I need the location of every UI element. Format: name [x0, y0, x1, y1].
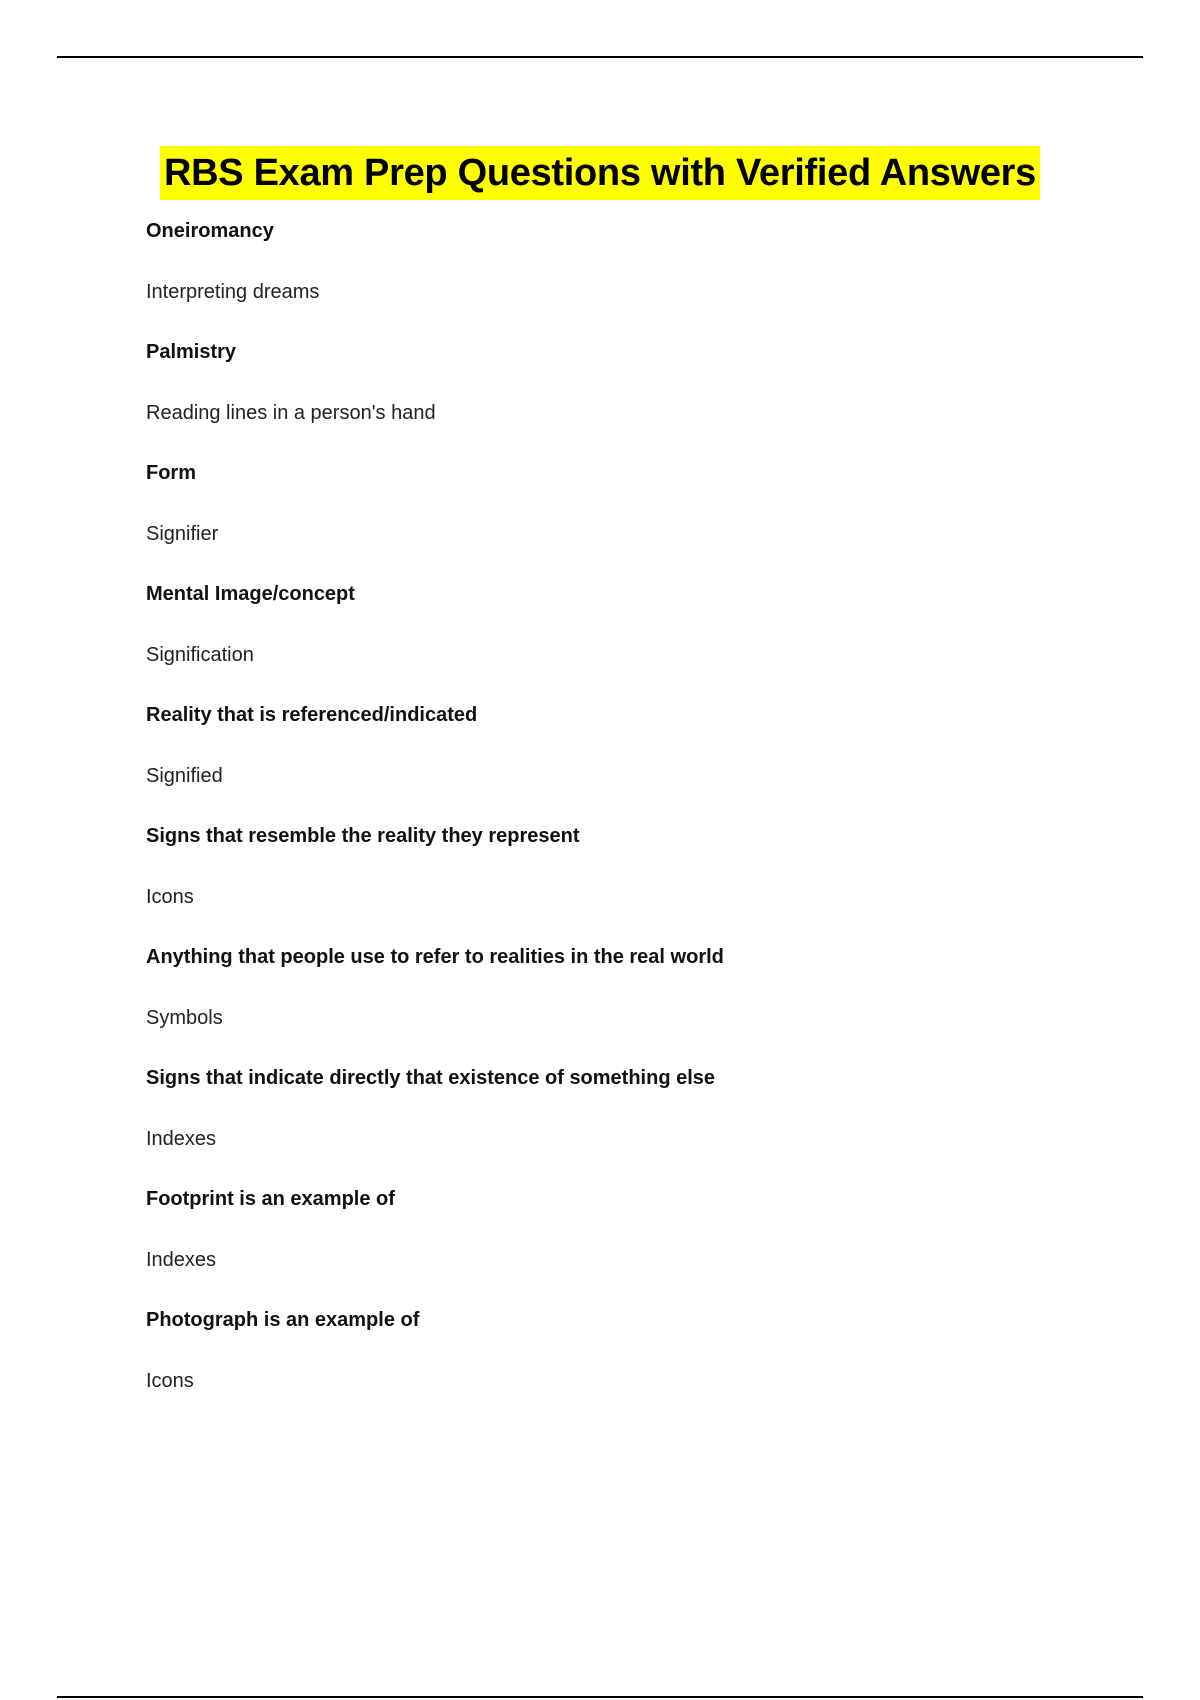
- question-text: Anything that people use to refer to realities in the real world: [146, 946, 724, 968]
- question-text: Signs that resemble the reality they represent: [146, 825, 580, 847]
- qa-item: [146, 577, 1106, 698]
- answer-text: Signifier: [146, 522, 219, 545]
- footer-rule: [57, 1696, 1143, 1698]
- answer-text: Signification: [146, 643, 254, 666]
- answer-text: Interpreting dreams: [146, 280, 320, 303]
- question-text: Reality that is referenced/indicated: [146, 704, 478, 726]
- answer-text: Icons: [146, 885, 194, 908]
- question-text: Form: [146, 462, 196, 484]
- question-answer-list: [146, 214, 1106, 1424]
- header-rule: [57, 56, 1143, 58]
- qa-item: [146, 214, 1106, 335]
- title-container: [0, 146, 1200, 200]
- qa-item: [146, 1061, 1106, 1182]
- answer-text: Signified: [146, 764, 223, 787]
- answer-text: Indexes: [146, 1127, 217, 1150]
- question-text: Mental Image/concept: [146, 583, 355, 605]
- document-title: RBS Exam Prep Questions with Verified Answers: [160, 146, 1040, 200]
- qa-item: [146, 698, 1106, 819]
- qa-item: [146, 940, 1106, 1061]
- qa-item: [146, 1303, 1106, 1424]
- answer-text: Icons: [146, 1369, 194, 1392]
- qa-item: [146, 819, 1106, 940]
- question-text: Signs that indicate directly that existence of something else: [146, 1067, 716, 1089]
- question-text: Photograph is an example of: [146, 1309, 420, 1331]
- question-text: Footprint is an example of: [146, 1188, 395, 1210]
- qa-item: [146, 456, 1106, 577]
- question-text: Oneiromancy: [146, 220, 274, 242]
- answer-text: Symbols: [146, 1006, 223, 1029]
- qa-item: [146, 1182, 1106, 1303]
- answer-text: Indexes: [146, 1248, 217, 1271]
- qa-item: [146, 335, 1106, 456]
- answer-text: Reading lines in a person's hand: [146, 401, 436, 424]
- question-text: Palmistry: [146, 341, 237, 363]
